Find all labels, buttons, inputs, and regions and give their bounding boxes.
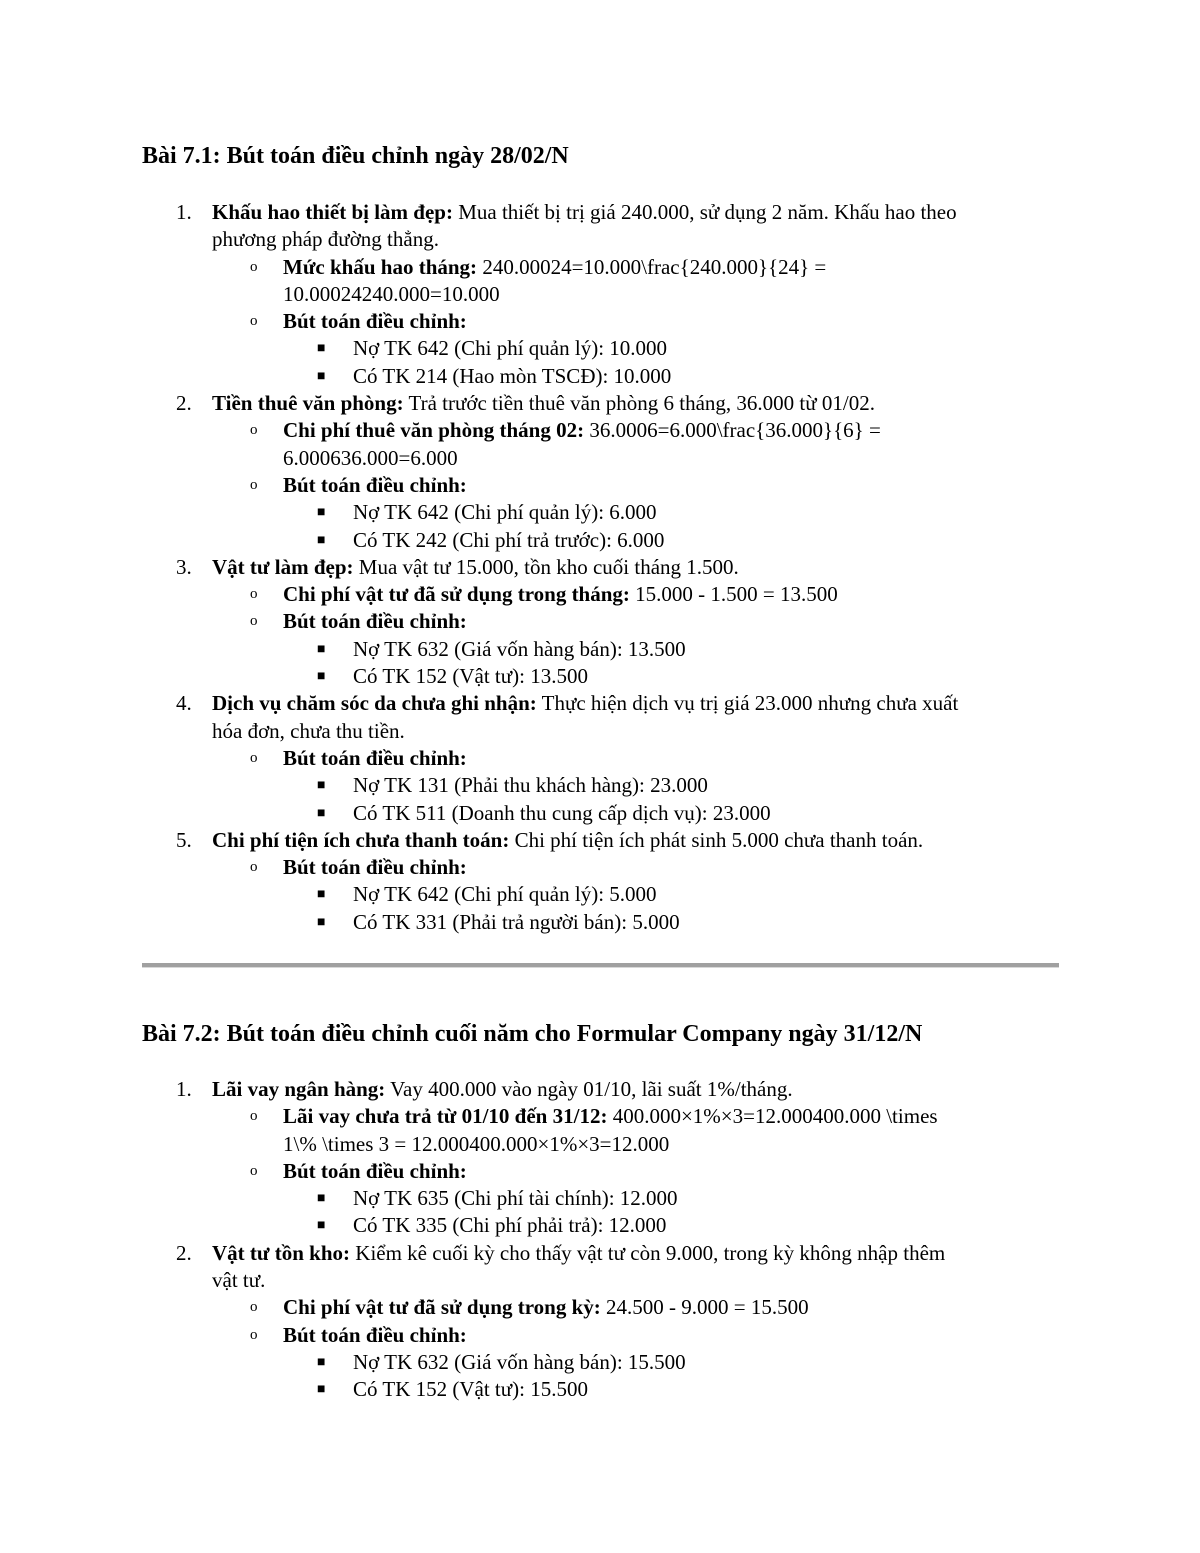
item-text: Trả trước tiền thuê văn phòng 6 tháng, 36.000 từ 01/02. <box>403 391 875 416</box>
debit-text: Nợ TK 635 (Chi phí tài chính): 12.000 <box>353 1186 678 1211</box>
list-item <box>142 690 1062 717</box>
item-label: Dịch vụ chăm sóc da chưa ghi nhận: <box>212 691 537 716</box>
item-number: 3. <box>176 554 192 579</box>
item-number: 2. <box>176 1240 192 1265</box>
circle-bullet-icon: o <box>250 586 258 603</box>
circle-bullet-icon: o <box>250 476 258 493</box>
credit-text: Có TK 331 (Phải trả người bán): 5.000 <box>353 909 680 934</box>
item-number: 1. <box>176 1077 192 1101</box>
item-text: Vay 400.000 vào ngày 01/10, lãi suất 1%/tháng. <box>385 1077 793 1101</box>
calc-label: Mức khấu hao tháng: <box>283 254 478 279</box>
entry-label: Bút toán điều chỉnh: <box>283 1322 467 1347</box>
list-item <box>142 554 1062 581</box>
item-text-continued: vật tư. <box>212 1268 266 1293</box>
item-number: 4. <box>176 691 192 716</box>
item-label: Lãi vay ngân hàng: <box>212 1077 386 1101</box>
square-bullet-icon: ■ <box>317 887 326 903</box>
square-bullet-icon: ■ <box>317 1191 326 1207</box>
entry-label: Bút toán điều chỉnh: <box>283 745 467 770</box>
circle-bullet-icon: o <box>250 613 258 630</box>
credit-entry <box>142 800 1062 827</box>
entry-label: Bút toán điều chỉnh: <box>283 855 467 880</box>
credit-text: Có TK 511 (Doanh thu cung cấp dịch vụ): 23.000 <box>353 800 771 825</box>
entry-heading <box>142 1158 1062 1185</box>
credit-entry <box>142 363 1062 390</box>
debit-entry <box>142 1185 1062 1212</box>
credit-entry <box>142 1212 1062 1239</box>
circle-bullet-icon: o <box>250 749 258 766</box>
credit-text: Có TK 242 (Chi phí trả trước): 6.000 <box>353 527 665 552</box>
calc-label: Chi phí thuê văn phòng tháng 02: <box>283 418 585 443</box>
entry-heading <box>142 1322 1062 1349</box>
item-text-continued: phương pháp đường thẳng. <box>212 227 439 252</box>
list-item <box>142 1076 1062 1103</box>
item-label: Tiền thuê văn phòng: <box>212 391 404 416</box>
calc-line <box>142 254 1062 281</box>
calc-text-continued: 6.000636.000=6.000 <box>283 445 458 470</box>
credit-entry <box>142 527 1062 554</box>
circle-bullet-icon: o <box>250 1108 258 1125</box>
debit-entry <box>142 772 1062 799</box>
credit-text: Có TK 335 (Chi phí phải trả): 12.000 <box>353 1213 667 1238</box>
item-text: Kiểm kê cuối kỳ cho thấy vật tư còn 9.000, trong kỳ không nhập thêm <box>350 1240 946 1265</box>
entry-heading <box>142 854 1062 881</box>
item-text: Mua vật tư 15.000, tồn kho cuối tháng 1.500. <box>353 554 739 579</box>
calc-text: 24.500 - 9.000 = 15.500 <box>600 1295 809 1320</box>
calc-text: 240.00024=10.000\frac{240.000}{24} = <box>477 254 827 279</box>
section-title: Bài 7.1: Bút toán điều chỉnh ngày 28/02/N <box>142 143 569 169</box>
list-item <box>142 199 1062 226</box>
debit-entry <box>142 1349 1062 1376</box>
section-divider <box>142 963 1059 968</box>
debit-entry <box>142 499 1062 526</box>
entry-heading <box>142 308 1062 335</box>
debit-text: Nợ TK 642 (Chi phí quản lý): 6.000 <box>353 500 657 525</box>
square-bullet-icon: ■ <box>317 1354 326 1370</box>
calc-label: Lãi vay chưa trả từ 01/10 đến 31/12: <box>283 1104 608 1129</box>
circle-bullet-icon: o <box>250 1162 258 1179</box>
debit-text: Nợ TK 632 (Giá vốn hàng bán): 15.500 <box>353 1349 686 1374</box>
debit-entry <box>142 636 1062 663</box>
calc-label: Chi phí vật tư đã sử dụng trong kỳ: <box>283 1295 601 1320</box>
circle-bullet-icon: o <box>250 258 258 275</box>
circle-bullet-icon: o <box>250 1326 258 1343</box>
calc-label: Chi phí vật tư đã sử dụng trong tháng: <box>283 582 630 607</box>
square-bullet-icon: ■ <box>317 669 326 685</box>
calc-text: 36.0006=6.000\frac{36.000}{6} = <box>584 418 881 443</box>
item-number: 2. <box>176 391 192 416</box>
section-title: Bài 7.2: Bút toán điều chỉnh cuối năm cho Formular Company ngày 31/12/N <box>142 1021 923 1047</box>
square-bullet-icon: ■ <box>317 778 326 794</box>
debit-entry <box>142 881 1062 908</box>
credit-text: Có TK 214 (Hao mòn TSCĐ): 10.000 <box>353 363 672 388</box>
debit-text: Nợ TK 642 (Chi phí quản lý): 10.000 <box>353 336 668 361</box>
square-bullet-icon: ■ <box>317 914 326 930</box>
credit-text: Có TK 152 (Vật tư): 13.500 <box>353 664 588 689</box>
calc-text: 400.000×1%×3=12.000400.000 \times <box>607 1104 938 1129</box>
circle-bullet-icon: o <box>250 1299 258 1316</box>
calc-line <box>142 1103 1062 1130</box>
adjustment-list <box>142 1076 1062 1404</box>
entry-label: Bút toán điều chỉnh: <box>283 472 467 497</box>
circle-bullet-icon: o <box>250 422 258 439</box>
item-text: Mua thiết bị trị giá 240.000, sử dụng 2 năm. Khấu hao theo <box>452 200 957 224</box>
entry-heading <box>142 472 1062 499</box>
calc-text-continued: 10.00024240.000=10.000 <box>283 281 500 306</box>
calc-line <box>142 581 1062 608</box>
circle-bullet-icon: o <box>250 859 258 876</box>
debit-text: Nợ TK 632 (Giá vốn hàng bán): 13.500 <box>353 636 686 661</box>
debit-text: Nợ TK 131 (Phải thu khách hàng): 23.000 <box>353 773 708 798</box>
item-text-continued: hóa đơn, chưa thu tiền. <box>212 718 405 743</box>
calc-line <box>142 417 1062 444</box>
square-bullet-icon: ■ <box>317 641 326 657</box>
item-text: Chi phí tiện ích phát sinh 5.000 chưa thanh toán. <box>509 827 924 852</box>
square-bullet-icon: ■ <box>317 505 326 521</box>
calc-line <box>142 1294 1062 1321</box>
square-bullet-icon: ■ <box>317 532 326 548</box>
item-label: Khấu hao thiết bị làm đẹp: <box>212 200 453 224</box>
entry-heading <box>142 745 1062 772</box>
credit-entry <box>142 909 1062 936</box>
debit-entry <box>142 335 1062 362</box>
list-item <box>142 827 1062 854</box>
entry-label: Bút toán điều chỉnh: <box>283 609 467 634</box>
circle-bullet-icon: o <box>250 313 258 330</box>
square-bullet-icon: ■ <box>317 341 326 357</box>
credit-text: Có TK 152 (Vật tư): 15.500 <box>353 1377 588 1402</box>
item-label: Chi phí tiện ích chưa thanh toán: <box>212 827 510 852</box>
entry-label: Bút toán điều chỉnh: <box>283 309 467 334</box>
list-item <box>142 1240 1062 1267</box>
calc-text-continued: 1\% \times 3 = 12.000400.000×1%×3=12.000 <box>283 1131 670 1156</box>
square-bullet-icon: ■ <box>317 1382 326 1398</box>
credit-entry <box>142 663 1062 690</box>
square-bullet-icon: ■ <box>317 1218 326 1234</box>
calc-text: 15.000 - 1.500 = 13.500 <box>629 582 838 607</box>
item-text: Thực hiện dịch vụ trị giá 23.000 nhưng chưa xuất <box>536 691 959 716</box>
item-label: Vật tư tồn kho: <box>212 1240 351 1265</box>
list-item <box>142 390 1062 417</box>
debit-text: Nợ TK 642 (Chi phí quản lý): 5.000 <box>353 882 657 907</box>
item-number: 5. <box>176 827 192 852</box>
square-bullet-icon: ■ <box>317 368 326 384</box>
square-bullet-icon: ■ <box>317 805 326 821</box>
item-number: 1. <box>176 200 192 224</box>
adjustment-list <box>142 199 1062 936</box>
entry-label: Bút toán điều chỉnh: <box>283 1158 467 1183</box>
credit-entry <box>142 1376 1062 1403</box>
entry-heading <box>142 608 1062 635</box>
item-label: Vật tư làm đẹp: <box>212 554 354 579</box>
